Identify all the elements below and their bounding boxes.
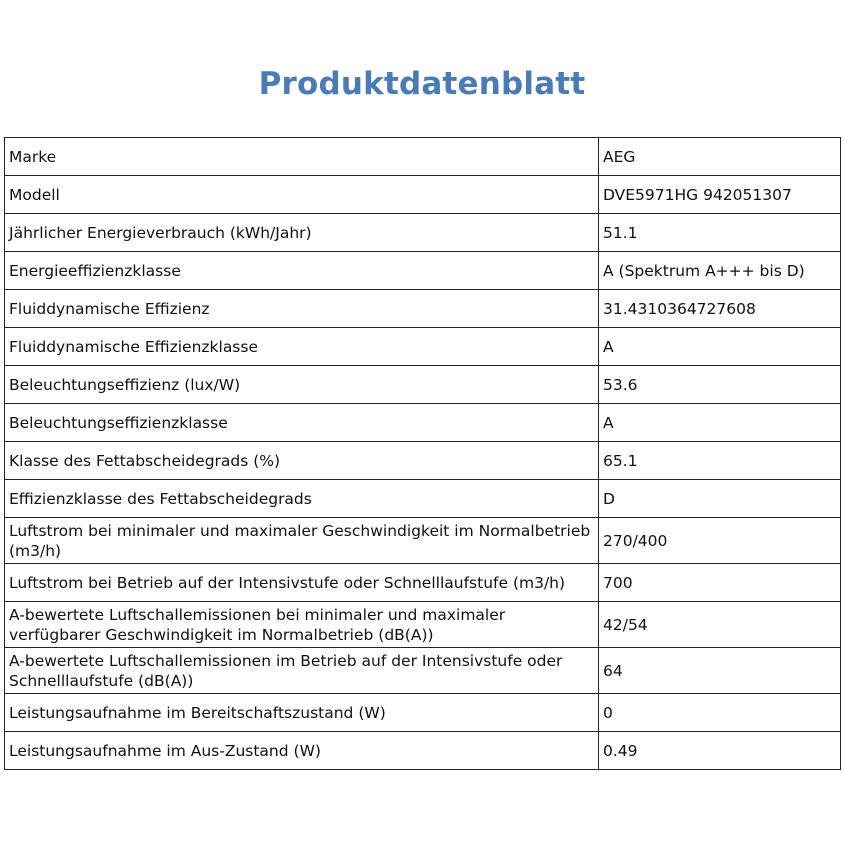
row-label: Luftstrom bei minimaler und maximaler Geschwindigkeit im Normalbetrieb (m3/h) bbox=[5, 518, 599, 564]
table-row bbox=[5, 564, 841, 602]
row-value: 64 bbox=[599, 648, 841, 694]
row-label: Fluiddynamische Effizienzklasse bbox=[5, 328, 599, 366]
row-value: AEG bbox=[599, 138, 841, 176]
table-row bbox=[5, 602, 841, 648]
row-value: A bbox=[599, 328, 841, 366]
row-value: A (Spektrum A+++ bis D) bbox=[599, 252, 841, 290]
table-row bbox=[5, 442, 841, 480]
row-label: Energieeffizienzklasse bbox=[5, 252, 599, 290]
row-label: Leistungsaufnahme im Bereitschaftszustand (W) bbox=[5, 694, 599, 732]
row-value: 53.6 bbox=[599, 366, 841, 404]
page-title: Produktdatenblatt bbox=[258, 66, 586, 102]
row-label: Klasse des Fettabscheidegrads (%) bbox=[5, 442, 599, 480]
table-row bbox=[5, 366, 841, 404]
table-row bbox=[5, 518, 841, 564]
table-row bbox=[5, 290, 841, 328]
table-row bbox=[5, 214, 841, 252]
row-label: Luftstrom bei Betrieb auf der Intensivstufe oder Schnelllaufstufe (m3/h) bbox=[5, 564, 599, 602]
row-label: A-bewertete Luftschallemissionen bei minimaler und maximaler verfügbarer Geschwindigkeit im Normalbetrieb (dB(A)) bbox=[5, 602, 599, 648]
row-label: Beleuchtungseffizienz (lux/W) bbox=[5, 366, 599, 404]
row-value: 51.1 bbox=[599, 214, 841, 252]
row-value: 0 bbox=[599, 694, 841, 732]
row-value: 0.49 bbox=[599, 732, 841, 770]
row-value: 65.1 bbox=[599, 442, 841, 480]
table-row bbox=[5, 648, 841, 694]
table-row bbox=[5, 328, 841, 366]
table-row bbox=[5, 176, 841, 214]
row-label: Modell bbox=[5, 176, 599, 214]
row-label: Beleuchtungseffizienzklasse bbox=[5, 404, 599, 442]
table-row bbox=[5, 480, 841, 518]
row-value: 270/400 bbox=[599, 518, 841, 564]
row-label: Jährlicher Energieverbrauch (kWh/Jahr) bbox=[5, 214, 599, 252]
row-value: 42/54 bbox=[599, 602, 841, 648]
row-label: Marke bbox=[5, 138, 599, 176]
table-row bbox=[5, 404, 841, 442]
table-row bbox=[5, 252, 841, 290]
product-data-table bbox=[4, 137, 841, 770]
row-label: Fluiddynamische Effizienz bbox=[5, 290, 599, 328]
row-value: A bbox=[599, 404, 841, 442]
table-row bbox=[5, 732, 841, 770]
row-label: Leistungsaufnahme im Aus-Zustand (W) bbox=[5, 732, 599, 770]
row-value: DVE5971HG 942051307 bbox=[599, 176, 841, 214]
row-value: D bbox=[599, 480, 841, 518]
table-row bbox=[5, 694, 841, 732]
row-value: 700 bbox=[599, 564, 841, 602]
row-value: 31.4310364727608 bbox=[599, 290, 841, 328]
row-label: A-bewertete Luftschallemissionen im Betrieb auf der Intensivstufe oder Schnelllaufstufe (dB(A)) bbox=[5, 648, 599, 694]
table-row bbox=[5, 138, 841, 176]
row-label: Effizienzklasse des Fettabscheidegrads bbox=[5, 480, 599, 518]
